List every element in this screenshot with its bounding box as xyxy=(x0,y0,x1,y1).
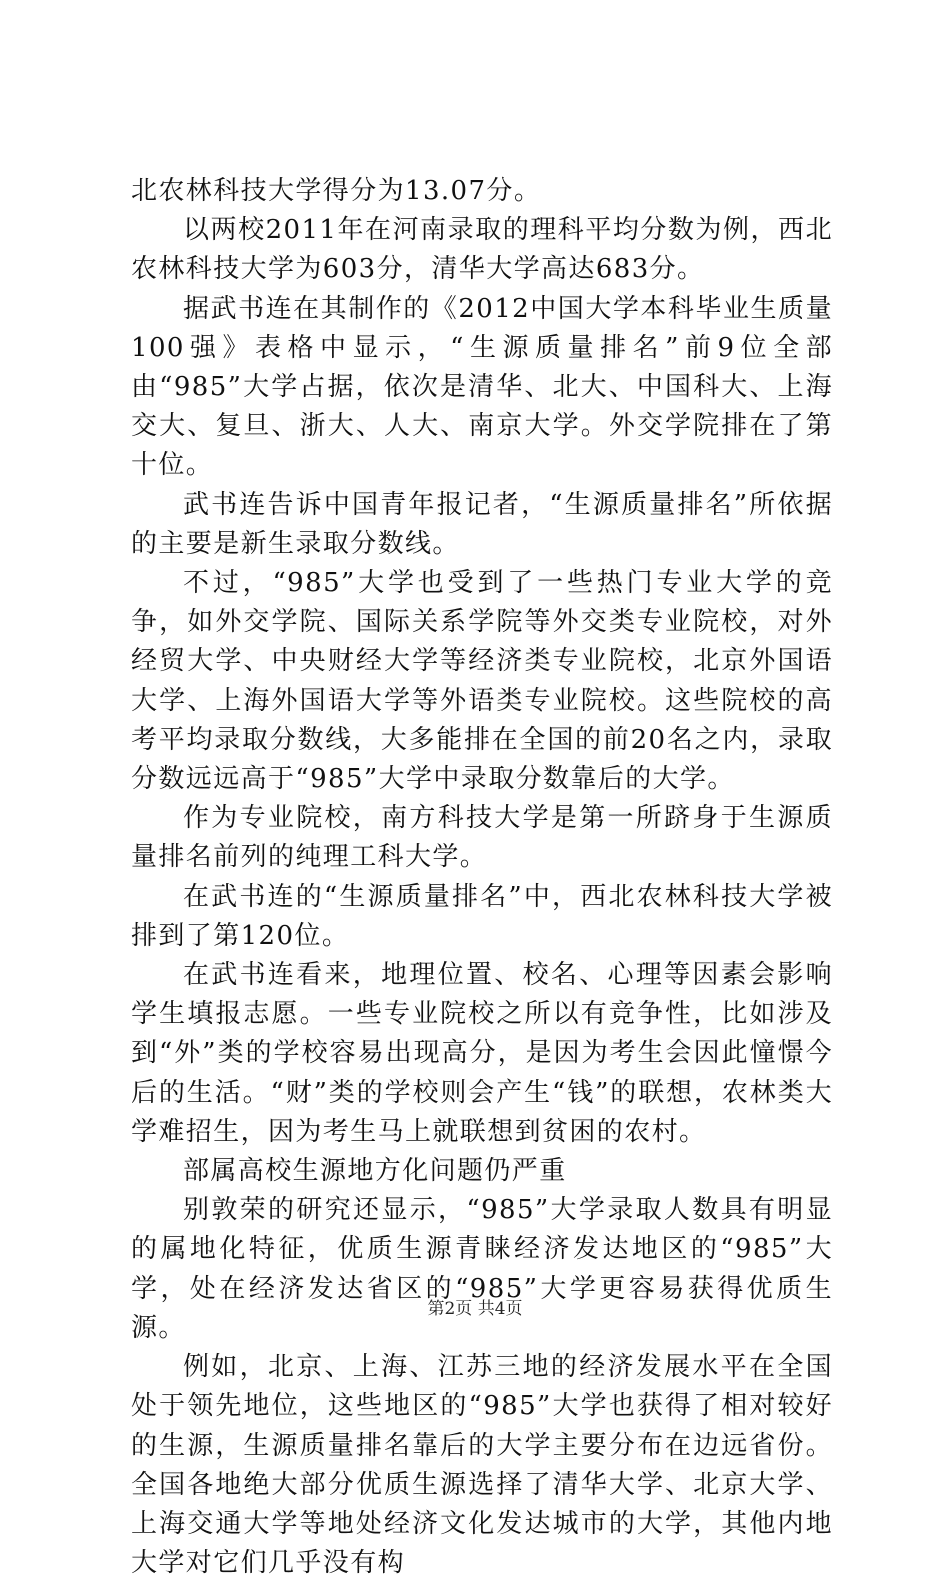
section-heading: 部属高校生源地方化问题仍严重 xyxy=(183,1156,567,1187)
page-footer xyxy=(0,1298,950,1320)
paragraph: 据武书连在其制作的《2012中国大学本科毕业生质量100强》表格中显示，“生源质量排名”前9位全部由“985”大学占据，依次是清华、北大、中国科大、上海交大、复旦、浙大、人大、南京大学。外交学院排在了第十位。 xyxy=(131,293,833,481)
paragraph: 别敦荣的研究还显示，“985”大学录取人数具有明显的属地化特征，优质生源青睐经济发达地区的“985”大学，处在经济发达省区的“985”大学更容易获得优质生源。 xyxy=(131,1195,833,1343)
paragraph: 在武书连的“生源质量排名”中，西北农林科技大学被排到了第120位。 xyxy=(131,881,833,951)
paragraph-continuation: 北农林科技大学得分为13.07分。 xyxy=(131,176,542,206)
paragraph: 不过，“985”大学也受到了一些热门专业大学的竞争，如外交学院、国际关系学院等外交类专业院校，对外经贸大学、中央财经大学等经济类专业院校，北京外国语大学、上海外国语大学等外语类专业院校。这些院校的高考平均录取分数线，大多能排在全国的前20名之内，录取分数远远高于“985”大学中录取分数靠后的大学。 xyxy=(131,568,833,795)
paragraph: 武书连告诉中国青年报记者，“生源质量排名”所依据的主要是新生录取分数线。 xyxy=(131,489,833,559)
paragraph: 例如，北京、上海、江苏三地的经济发展水平在全国处于领先地位，这些地区的“985”大学也获得了相对较好的生源，生源质量排名靠后的大学主要分布在边远省份。全国各地绝大部分优质生源选择了清华大学、北京大学、上海交通大学等地处经济文化发达城市的大学，其他内地大学对它们几乎没有构 xyxy=(131,1352,833,1579)
paragraph: 在武书连看来，地理位置、校名、心理等因素会影响学生填报志愿。一些专业院校之所以有竞争性，比如涉及到“外”类的学校容易出现高分，是因为考生会因此憧憬今后的生活。“财”类的学校则会产生“钱”的联想，农林类大学难招生，因为考生马上就联想到贫困的农村。 xyxy=(131,960,833,1147)
paragraph: 以两校2011年在河南录取的理科平均分数为例，西北农林科技大学为603分，清华大学高达683分。 xyxy=(131,215,833,285)
page-number: 第2页 共4页 xyxy=(427,1299,523,1319)
paragraph: 作为专业院校，南方科技大学是第一所跻身于生源质量排名前列的纯理工科大学。 xyxy=(131,803,833,873)
article-body xyxy=(131,172,833,1583)
